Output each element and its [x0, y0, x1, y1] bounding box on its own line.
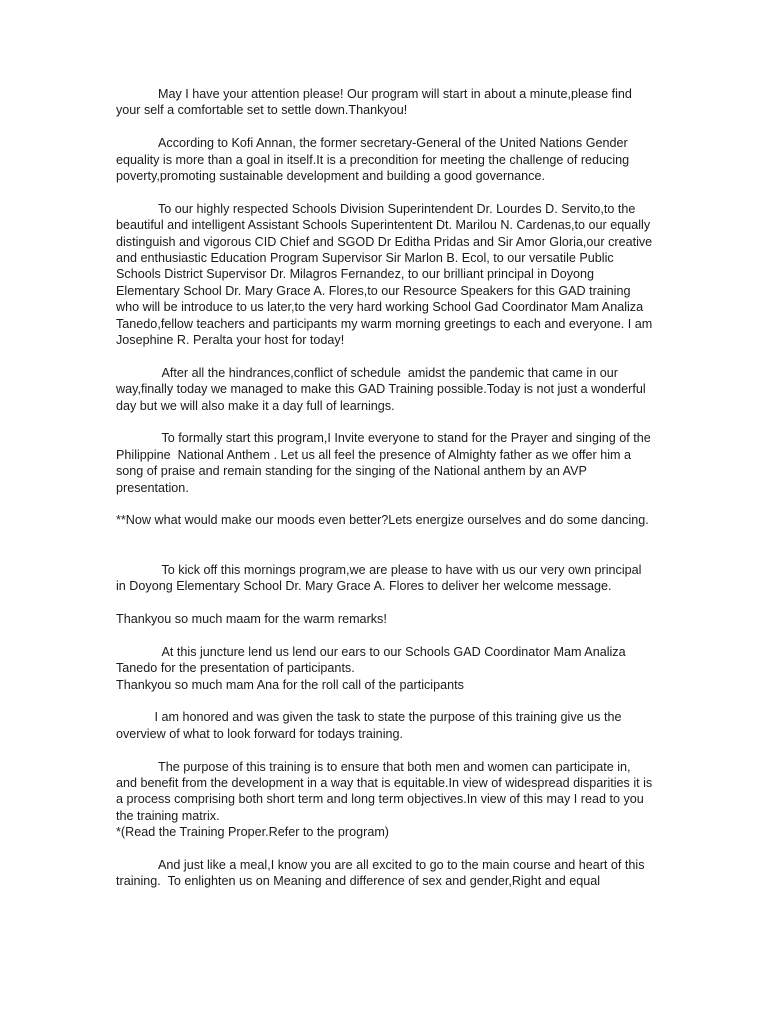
paragraph-prayer-anthem: To formally start this program,I Invite everyone to stand for the Prayer and singing of the Philippine National Anthem . Let us all feel the presence of Almighty father as we offer him a song of praise and remain standing for the singing of the National anthem by an AVP presentation. — [116, 431, 655, 495]
paragraph-presentation-participants: At this juncture lend us lend our ears to our Schools GAD Coordinator Mam Analiza Tanedo for the presentation of participants. — [116, 644, 629, 676]
paragraph-kofi-annan-quote: According to Kofi Annan, the former secretary-General of the United Nations Gender equality is more than a goal in itself.It is a precondition for meeting the challenge of reducing poverty,promoting sustainable development and building a good governance. — [116, 136, 633, 184]
document-body — [116, 86, 654, 906]
paragraph-purpose: The purpose of this training is to ensure that both men and women can participate in, and benefit from the development in a way that is equitable.In view of widespread disparities it is a process comprising both short term and long term objectives.In view of this may I read to you the training matrix. — [116, 759, 656, 823]
paragraph-read-training: *(Read the Training Proper.Refer to the program) — [116, 825, 390, 840]
paragraph-attention: May I have your attention please! Our program will start in about a minute,please find your self a comfortable set to settle down.Thankyou! — [116, 87, 636, 118]
paragraph-thanks-remarks: Thankyou so much maam for the warm remarks! — [116, 611, 387, 626]
paragraph-welcome-message: To kick off this mornings program,we are please to have with us our very own principal in Doyong Elementary School Dr. Mary Grace A. Flores to deliver her welcome message. — [116, 562, 645, 594]
paragraph-hindrances: After all the hindrances,conflict of schedule amidst the pandemic that came in our way,finally today we managed to make this GAD Training possible.Today is not just a wonderful day but we will also make it a day full of learnings. — [116, 365, 650, 413]
paragraph-dancing: **Now what would make our moods even better?Lets energize ourselves and do some dancing. — [116, 513, 649, 528]
paragraph-greetings: To our highly respected Schools Division Superintendent Dr. Lourdes D. Servito,to the beautiful and intelligent Assistant Schools Superintentent Dt. Marilou N. Cardenas,to our equally distinguish and vigorous CID Chief and SGOD Dr Editha Pridas and Sir Amor Gloria,our creative and enthusiastic Education Program Supervisor Sir Marlon B. Ecol, to our versatile Public Schools District Supervisor Dr. Milagros Fernandez, to our brilliant principal in Doyong Elementary School Dr. Mary Grace A. Flores,to our Resource Speakers for this GAD training who will be introduce to us later,to the very hard working School Gad Coordinator Mam Analiza Tanedo,fellow teachers and participants my warm morning greetings to each and everyone. I am Josephine R. Peralta your host for today! — [116, 201, 656, 348]
paragraph-purpose-intro: I am honored and was given the task to state the purpose of this training give us the overview of what to look forward for todays training. — [116, 710, 625, 741]
paragraph-thanks-roll-call: Thankyou so much mam Ana for the roll call of the participants — [116, 677, 464, 692]
paragraph-main-course: And just like a meal,I know you are all excited to go to the main course and heart of this training. To enlighten us on Meaning and difference of sex and gender,Right and equal — [116, 857, 649, 889]
